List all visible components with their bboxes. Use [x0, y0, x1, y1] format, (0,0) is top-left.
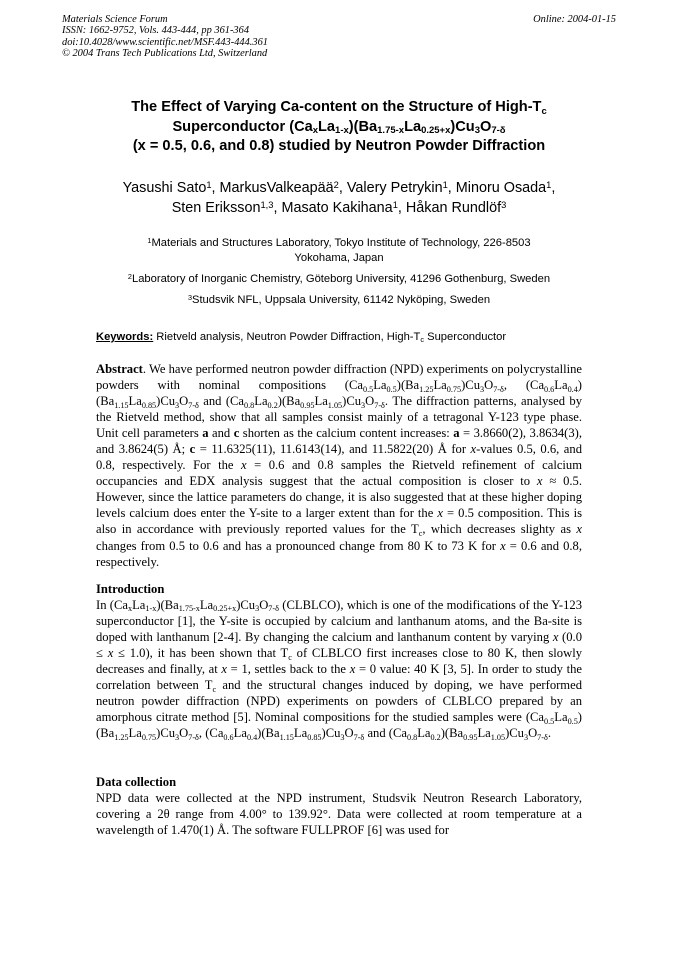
data-collection-text: NPD data were collected at the NPD instrument, Studsvik Neutron Research Laboratory, covering a 2θ range from 4.00° to 139.92°. Data were collected at room temperature at a wavelength of 1.470(1) Å. The software FULLPROF [6] was used for [96, 791, 582, 838]
introduction-heading: Introduction [96, 582, 165, 596]
title-line-1: The Effect of Varying Ca-content on the Structure of High-$T_c$ [131, 99, 547, 117]
issn-line: ISSN: 1662-9752, Vols. 443-444, pp 361-364 [62, 25, 250, 37]
abstract-label: Abstract [96, 362, 143, 376]
title-line-3: (x = 0.5, 0.6, and 0.8) studied by Neutron Powder Diffraction [132, 138, 546, 154]
introduction-text: In $(Ca_xLa_{1-x})(Ba_{1.75-x}La_{0.25+x})Cu_3O_{7-\delta}$ (CLBLCO), which is one of the modifications of the Y-123 superconductor [1], the Y-site is occupied by calcium and lanthanum atoms, and the Ba-site is doped with lanthanum [2-4]. By changing the calcium and lanthanum content by varying x (0.0 ≤ x ≤ 1.0), it has been shown that $T_c$ of CLBLCO first increases close to 80 K, then slowly decreases and finally, at x = 1, settles back to the x = 0 value: 40 K [3, 5]. In order to study the correlation between $T_c$ and the structural changes induced by doping, we have performed neutron powder diffraction (NPD) experiments on powders of CLBLCO prepared by an amorphous citrate method [5]. Nominal compositions for the studied samples were $(Ca_{0.5}La_{0.5})(Ba_{1.25}La_{0.75})Cu_3O_{7-\delta}$, $(Ca_{0.6}La_{0.4})(Ba_{1.15}La_{0.85})Cu_3O_{7-\delta}$ and $(Ca_{0.8}La_{0.2})(Ba_{0.95}La_{1.05})Cu_3O_{7-\delta}$. [96, 598, 583, 742]
affiliation-3: $^3$Studsvik NFL, Uppsala University, 61142 Nyköping, Sweden [187, 292, 491, 306]
affiliation-1: $^1$Materials and Structures Laboratory, Tokyo Institute of Technology, 226-8503 Yokohama, Japan [147, 235, 531, 264]
keywords-label: Keywords: [96, 331, 154, 343]
copyright-line: © 2004 Trans Tech Publications Ltd, Switzerland [62, 48, 268, 60]
title-line-2: Superconductor $(Ca_xLa_{1-x})(Ba_{1.75-x}La_{0.25+x})Cu_3O_{7-\delta}$ [172, 118, 506, 137]
online-date: Online: 2004-01-15 [533, 14, 616, 25]
affiliation-2: $^2$Laboratory of Inorganic Chemistry, Göteborg University, 41296 Gothenburg, Sweden [127, 271, 551, 285]
author-list: Yasushi Sato$^1$, MarkusValkeapää$^2$, Valery Petrykin$^1$, Minoru Osada$^1$, Sten Eriksson$^{1,3}$, Masato Kakihana$^1$, Håkan Rundlöf$^3$ [122, 179, 556, 216]
data-collection-heading: Data collection [96, 775, 177, 789]
abstract: Abstract. We have performed neutron powder diffraction (NPD) experiments on polycrystalline powders with nominal compositions $(Ca_{0.5}La_{0.5})(Ba_{1.25}La_{0.75})Cu_3O_{7-\delta}$, $(Ca_{0.6}La_{0.4})(Ba_{1.15}La_{0.85})Cu_3O_{7-\delta}$ and $(Ca_{0.8}La_{0.2})(Ba_{0.95}La_{1.05})Cu_3O_{7-\delta}$. The diffraction patterns, analysed by the Rietveld method, show that all samples consist mainly of a tetragonal Y-123 type phase. Unit cell parameters a and c shorten as the calcium content increases: a = 3.8660(2), 3.8634(3), and 3.8624(5) Å; c = 11.6325(11), 11.6143(14), and 11.5822(20) Å for x-values 0.5, 0.6, and 0.8, respectively. For the x = 0.6 and 0.8 samples the Rietveld refinement of calcium occupancies and EDX analysis suggest that the actual composition is closer to x ≈ 0.5. However, since the lattice parameters do change, it is also suggested that at these higher doping levels calcium does enter the Y-site to a larger extent than for the x = 0.5 composition. This is also in accordance with previously reported values for the $T_c$, which decreases slighty as x changes from 0.5 to 0.6 and has a pronounced change from 80 K to 73 K for x = 0.6 and 0.8, respectively. [96, 362, 583, 569]
doi-line: doi:10.4028/www.scientific.net/MSF.443-444.361 [62, 36, 268, 48]
keywords: Keywords: Rietveld analysis, Neutron Powder Diffraction, High-$T_c$ Superconductor [96, 331, 507, 345]
paper-title [60, 98, 618, 157]
journal-header [62, 14, 268, 60]
journal-name: Materials Science Forum [62, 14, 168, 25]
